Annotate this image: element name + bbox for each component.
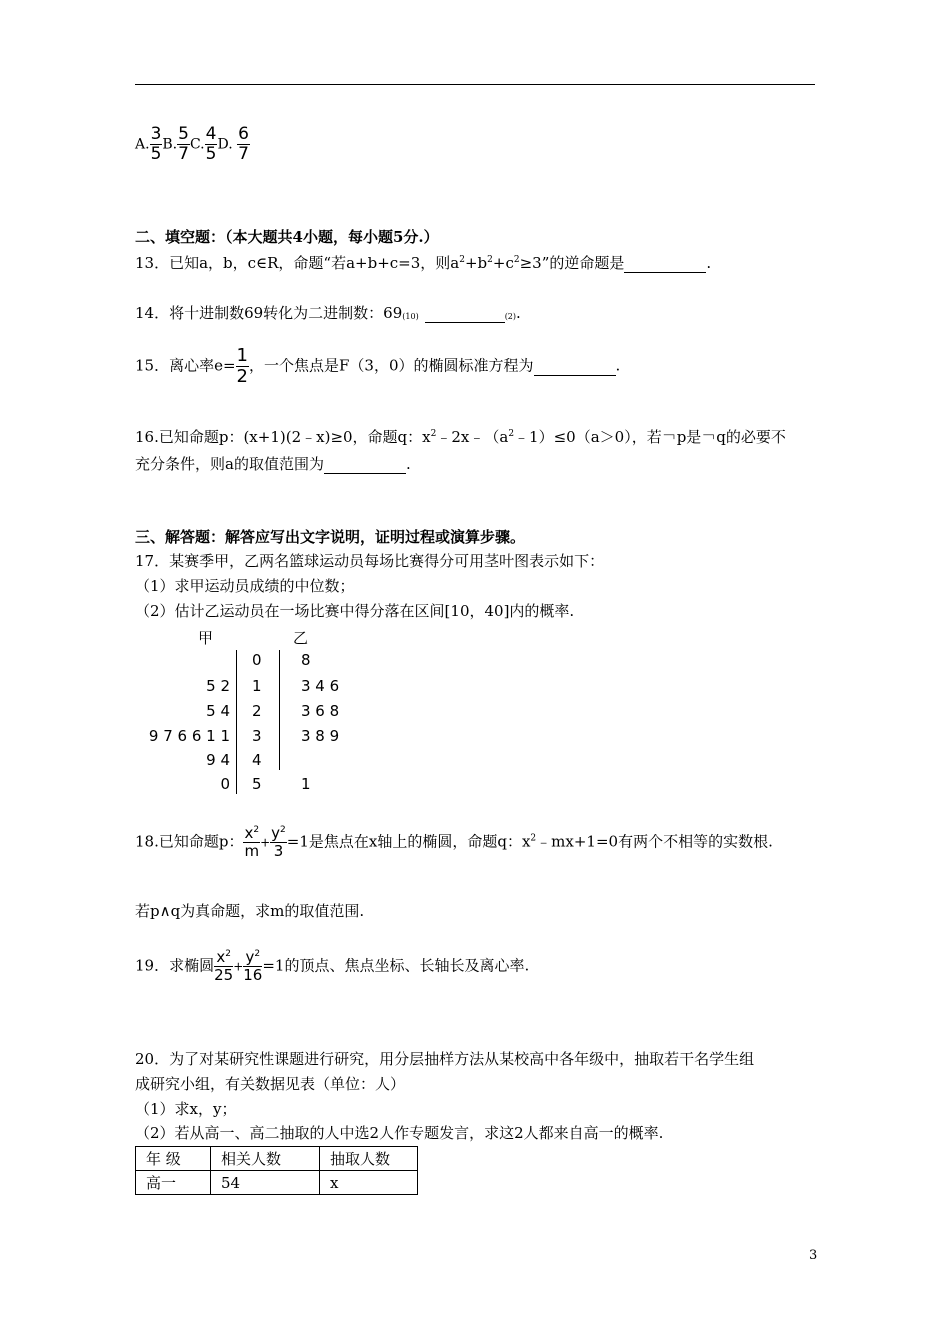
option-a-fraction: $\frac{3}{5}$ xyxy=(150,124,162,164)
question-13: 13．已知a，b，c∈R，命题“若a+b+c=3，则$a^2+b^2+c^2\ge 3$”的逆命题是 . xyxy=(135,254,712,272)
option-c-label: C. xyxy=(189,136,205,153)
table-header-cell: 年 级 xyxy=(136,1147,211,1171)
section-2-heading: 二、填空题：（本大题共4小题，每小题5分.） xyxy=(135,228,439,246)
table-header-row xyxy=(136,1147,418,1171)
stem-divider-left xyxy=(236,650,237,794)
stem-right-row-0: 8 xyxy=(301,651,311,669)
question-20-part1: （1）求x，y； xyxy=(135,1100,237,1118)
section-3-heading: 三、解答题：解答应写出文字说明，证明过程或演算步骤。 xyxy=(135,528,526,546)
stem-right-row-3: 3 8 9 xyxy=(301,727,340,745)
table-cell: 高一 xyxy=(136,1171,211,1195)
table-cell: 54 xyxy=(211,1171,320,1195)
stem-header-left: 甲 xyxy=(198,629,214,647)
ellipse-fraction-y: $\frac{y^2}{3}$ xyxy=(271,824,286,860)
question-19: 19．求椭圆 $\frac{x^2}{25}$ + $\frac{y^2}{16}$ =1的顶点、焦点坐标、长轴长及离心率. xyxy=(135,948,530,984)
question-20-line1: 20．为了对某研究性课题进行研究，用分层抽样方法从某校高中各年级中，抽取若干名学生组 xyxy=(135,1050,755,1068)
stem-right-row-2: 3 6 8 xyxy=(301,702,340,720)
table-header-cell: 抽取人数 xyxy=(320,1147,418,1171)
question-18-line2: 若p∧q为真命题，求m的取值范围. xyxy=(135,902,365,920)
stem-left-row-5: 0 xyxy=(220,775,230,793)
stem-row-3: 3 xyxy=(252,727,262,745)
question-16-line2: 充分条件，则a的取值范围为 . xyxy=(135,455,411,473)
data-table xyxy=(135,1146,418,1195)
answer-blank-15[interactable] xyxy=(534,357,616,376)
eccentricity-fraction: $\frac{1}{2}$ xyxy=(236,345,248,387)
question-18-line1: 18.已知命题p： $\frac{x^2}{m}$ + $\frac{y^2}{3}$ =1是焦点在x轴上的椭圆，命题q：$x^2﹣mx+1=0$有两个不相等的实数根. xyxy=(135,824,773,860)
stem-left-row-2: 5 4 xyxy=(206,702,230,720)
stem-row-2: 2 xyxy=(252,702,262,720)
stem-row-4: 4 xyxy=(252,751,262,769)
option-b-label: B. xyxy=(162,136,178,153)
question-15: 15．离心率e= $\frac{1}{2}$ ，一个焦点是F（3，0）的椭圆标准方程为 . xyxy=(135,345,621,387)
page-number: 3 xyxy=(809,1248,818,1263)
answer-blank-14[interactable] xyxy=(425,304,505,323)
ellipse19-fraction-x: $\frac{x^2}{25}$ xyxy=(214,948,234,984)
stem-left-row-1: 5 2 xyxy=(206,677,230,695)
answer-options xyxy=(135,126,250,163)
table-header-cell: 相关人数 xyxy=(211,1147,320,1171)
stem-left-row-3: 9 7 6 6 1 1 xyxy=(148,727,230,745)
option-d-fraction: $\frac{6}{7}$ xyxy=(238,124,249,164)
table-row xyxy=(136,1171,418,1195)
answer-blank-13[interactable] xyxy=(624,254,706,273)
answer-blank-16[interactable] xyxy=(324,455,406,474)
stem-left-row-4: 9 4 xyxy=(206,751,230,769)
option-c-fraction: $\frac{4}{5}$ xyxy=(205,124,217,164)
stem-right-row-5: 1 xyxy=(301,775,311,793)
question-14: 14．将十进制数69转化为二进制数：69(10) (2). xyxy=(135,304,521,322)
option-a-label: A. xyxy=(135,136,150,153)
question-17-line1: 17．某赛季甲，乙两名篮球运动员每场比赛得分可用茎叶图表示如下： xyxy=(135,552,605,570)
option-b-fraction: $\frac{5}{7}$ xyxy=(178,124,189,164)
stem-header-right: 乙 xyxy=(293,629,309,647)
stem-row-0: 0 xyxy=(252,651,262,669)
question-17-part1: （1）求甲运动员成绩的中位数； xyxy=(135,577,355,595)
question-20-part2: （2）若从高一、高二抽取的人中选2人作专题发言，求这2人都来自高一的概率. xyxy=(135,1124,664,1142)
ellipse19-fraction-y: $\frac{y^2}{16}$ xyxy=(243,948,263,984)
stem-row-5: 5 xyxy=(252,775,262,793)
ellipse-fraction-x: $\frac{x^2}{m}$ xyxy=(244,824,260,860)
question-16-line1: 16.已知命题p：(x+1)(2﹣x)≥0，命题q：$x^2﹣2x﹣(a^2﹣1)\le 0(a>0)$，若￢p是￢q的必要不 xyxy=(135,428,786,446)
question-17-part2: （2）估计乙运动员在一场比赛中得分落在区间[10，40]内的概率. xyxy=(135,602,575,620)
stem-divider-right xyxy=(279,650,280,770)
stem-row-1: 1 xyxy=(252,677,262,695)
stem-right-row-1: 3 4 6 xyxy=(301,677,340,695)
option-d-label: D. xyxy=(217,136,233,153)
header-rule xyxy=(135,84,815,85)
table-cell: x xyxy=(320,1171,418,1195)
question-20-line2: 成研究小组，有关数据见表（单位：人） xyxy=(135,1075,406,1093)
